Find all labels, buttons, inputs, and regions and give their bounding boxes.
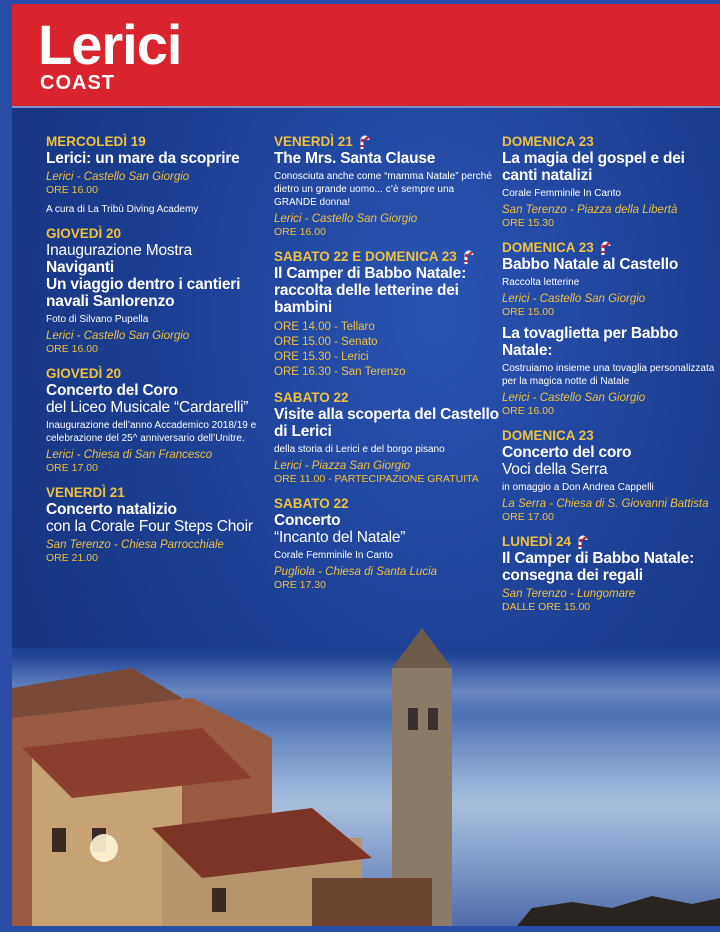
event-time: ORE 11.00 - PARTECIPAZIONE GRATUITA xyxy=(274,473,479,485)
left-border xyxy=(0,0,12,932)
event-time: ORE 15.30 xyxy=(502,217,554,229)
event-date: SABATO 22 xyxy=(274,390,349,405)
event-time: DALLE ORE 15.00 xyxy=(502,601,591,613)
event-description: Foto di Silvano Pupella xyxy=(46,314,149,325)
event-title: Il Camper di Babbo Natale: consegna dei regali xyxy=(502,550,695,584)
event-title: Visite alla scoperta del Castello di Lerici xyxy=(274,406,499,440)
event-place: La Serra - Chiesa di S. Giovanni Battista xyxy=(502,498,709,510)
event-item xyxy=(502,240,717,319)
event-place: Lerici - Piazza San Giorgio xyxy=(274,460,411,472)
event-item xyxy=(274,496,499,592)
event-place: San Terenzo - Lungomare xyxy=(502,588,636,600)
events-column-1 xyxy=(46,134,271,575)
event-place: San Terenzo - Piazza della Libertà xyxy=(502,204,678,216)
event-title: Babbo Natale al Castello xyxy=(502,256,679,273)
event-item xyxy=(502,534,717,614)
events-column-3 xyxy=(502,134,717,624)
event-time: ORE 17.00 xyxy=(502,511,554,523)
event-title: Il Camper di Babbo Natale: raccolta delle letterine dei bambini xyxy=(274,265,467,316)
event-place: Lerici - Castello San Giorgio xyxy=(274,213,418,225)
event-title: Lerici: un mare da scoprire xyxy=(46,150,240,167)
event-item xyxy=(46,485,271,565)
candy-cane-icon xyxy=(359,134,371,150)
event-date: LUNEDÌ 24 xyxy=(502,534,572,549)
event-title-suffix: del Liceo Musicale “Cardarelli” xyxy=(46,399,249,416)
event-item xyxy=(502,134,717,230)
event-schedule xyxy=(274,320,499,380)
logo-subtitle: COAST xyxy=(40,72,115,94)
event-description: della storia di Lerici e del borgo pisano xyxy=(274,444,445,455)
event-description: Corale Femminile In Canto xyxy=(274,550,393,561)
event-title: Concerto xyxy=(274,512,341,529)
event-time: ORE 16.00 xyxy=(46,184,98,196)
event-title: La tovaglietta per Babbo Natale: xyxy=(502,325,679,359)
event-date: SABATO 22 xyxy=(274,496,349,511)
event-title: Concerto del coro xyxy=(502,444,632,461)
event-place: San Terenzo - Chiesa Parrocchiale xyxy=(46,539,224,551)
event-title-suffix: Voci della Serra xyxy=(502,461,608,478)
event-time: ORE 16.00 xyxy=(502,405,554,417)
event-time: ORE 16.00 xyxy=(46,343,98,355)
event-date-row xyxy=(502,534,717,550)
event-item xyxy=(502,325,717,418)
schedule-line: ORE 14.00 - Tellaro xyxy=(274,321,375,333)
event-description: Conosciuta anche come “mamma Natale” perché dietro un grande uomo... c’è sempre una GRANDE donna! xyxy=(274,171,492,208)
event-item xyxy=(46,226,271,356)
event-title: Naviganti xyxy=(46,259,114,276)
town-illustration xyxy=(12,628,472,932)
event-place: Pugliola - Chiesa di Santa Lucia xyxy=(274,566,438,578)
schedule-line: ORE 16.30 - San Terenzo xyxy=(274,366,406,378)
event-date-row xyxy=(502,240,717,256)
event-time: ORE 17.00 xyxy=(46,462,98,474)
event-title: The Mrs. Santa Clause xyxy=(274,150,436,167)
event-title-suffix: con la Corale Four Steps Choir xyxy=(46,518,253,535)
event-subtitle: Un viaggio dentro i cantieri navali Sanlorenzo xyxy=(46,276,241,310)
event-date: GIOVEDÌ 20 xyxy=(46,366,122,381)
event-date: DOMENICA 23 xyxy=(502,240,594,255)
event-description: Raccolta letterine xyxy=(502,277,580,288)
event-title: Concerto del Coro xyxy=(46,382,178,399)
event-time: ORE 21.00 xyxy=(46,552,98,564)
event-date: SABATO 22 E DOMENICA 23 xyxy=(274,249,457,264)
schedule-line: ORE 15.00 - Senato xyxy=(274,336,378,348)
event-note: A cura di La Tribù Diving Academy xyxy=(46,204,199,215)
event-place: Lerici - Castello San Giorgio xyxy=(46,171,190,183)
event-time: ORE 17.30 xyxy=(274,579,326,591)
event-date: VENERDÌ 21 xyxy=(46,485,125,500)
event-place: Lerici - Castello San Giorgio xyxy=(502,293,646,305)
event-place: Lerici - Castello San Giorgio xyxy=(502,392,646,404)
candy-cane-icon xyxy=(600,240,612,256)
header-banner xyxy=(12,4,720,106)
candy-cane-icon xyxy=(577,534,589,550)
schedule-line: ORE 15.30 - Lerici xyxy=(274,351,369,363)
event-title: La magia del gospel e dei canti natalizi xyxy=(502,150,685,184)
event-time: ORE 15.00 xyxy=(502,306,554,318)
candy-cane-icon xyxy=(463,249,475,265)
event-description: Inaugurazione dell’anno Accademico 2018/19 e celebrazione del 25^ anniversario dell’Unitre. xyxy=(46,420,257,444)
event-item xyxy=(46,366,271,475)
event-title-suffix: “Incanto del Natale” xyxy=(274,529,406,546)
event-date-row xyxy=(274,134,499,150)
event-place: Lerici - Chiesa di San Francesco xyxy=(46,449,213,461)
event-date: VENERDÌ 21 xyxy=(274,134,353,149)
event-description: Costruiamo insieme una tovaglia personalizzata per la magica notte di Natale xyxy=(502,363,715,387)
event-date: DOMENICA 23 xyxy=(502,428,594,443)
event-item xyxy=(274,249,499,380)
event-place: Lerici - Castello San Giorgio xyxy=(46,330,190,342)
bottom-border xyxy=(0,926,720,932)
event-title: Concerto natalizio xyxy=(46,501,177,518)
logo-title: Lerici xyxy=(38,13,182,76)
event-item xyxy=(274,390,499,486)
event-item xyxy=(46,134,271,216)
event-item xyxy=(502,428,717,524)
event-date: DOMENICA 23 xyxy=(502,134,594,149)
event-time: ORE 16.00 xyxy=(274,226,326,238)
rocks-illustration xyxy=(512,878,720,932)
event-description: Corale Femminile In Canto xyxy=(502,188,621,199)
events-column-2 xyxy=(274,134,499,602)
event-date: GIOVEDÌ 20 xyxy=(46,226,122,241)
event-item xyxy=(274,134,499,239)
event-date-row xyxy=(274,249,499,265)
event-date: MERCOLEDÌ 19 xyxy=(46,134,146,149)
event-description: in omaggio a Don Andrea Cappelli xyxy=(502,482,654,493)
event-title-prefix: Inaugurazione Mostra xyxy=(46,242,192,259)
